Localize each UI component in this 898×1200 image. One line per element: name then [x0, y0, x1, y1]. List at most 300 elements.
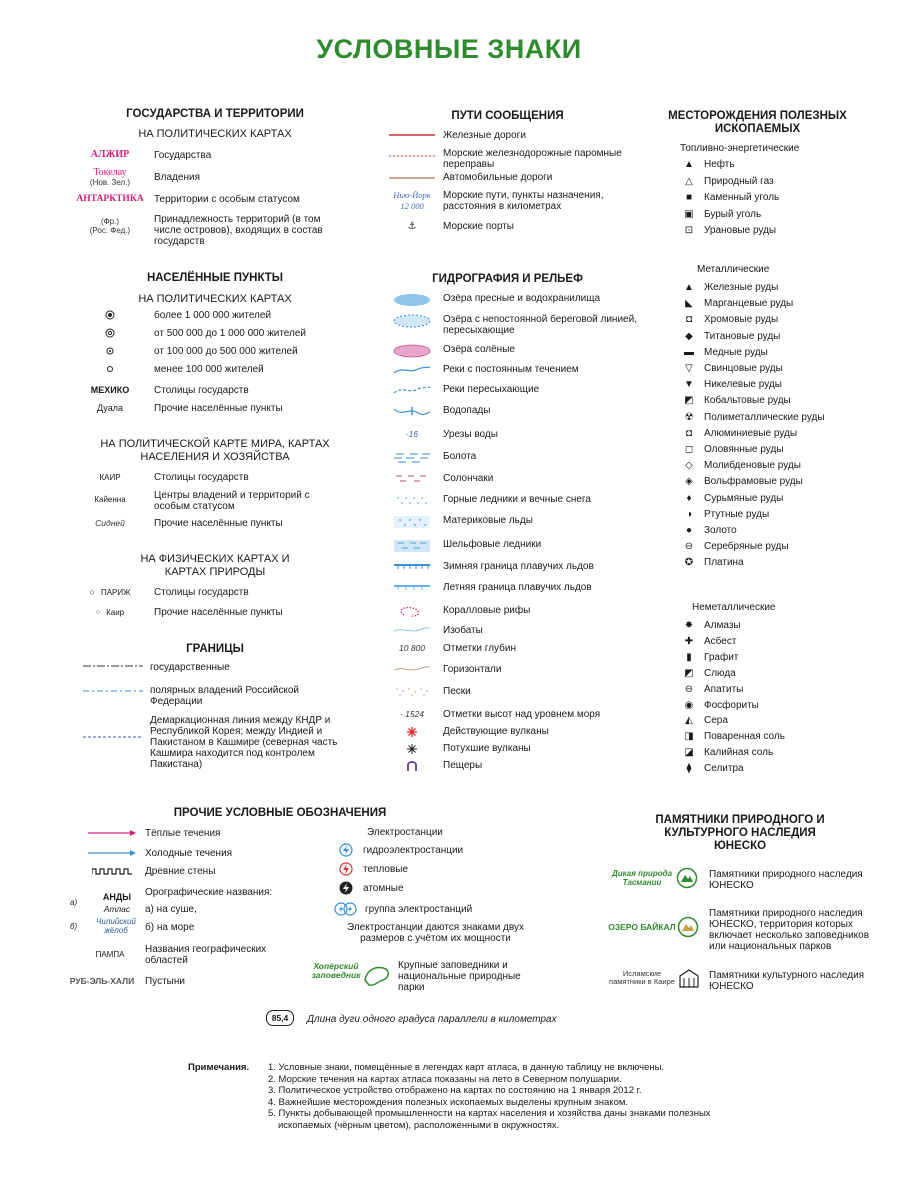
legend-row: [385, 760, 645, 772]
sulfur-icon: ◭: [685, 715, 693, 727]
legend-label: Свинцовые руды: [704, 363, 783, 374]
coal-icon: ■: [685, 192, 693, 203]
legend-label: более 1 000 000 жителей: [154, 310, 272, 321]
continental-ice-icon: [392, 515, 432, 529]
graphite-icon: ▮: [686, 651, 692, 663]
legend-row: [678, 176, 878, 187]
legend-row: [385, 664, 645, 675]
gold-icon: ●: [685, 525, 693, 536]
legend-row: [678, 636, 878, 647]
section-heading-borders: ГРАНИЦЫ: [186, 643, 244, 655]
legend-row: [678, 557, 878, 568]
legend-label: Зимняя граница плавучих льдов: [443, 561, 594, 572]
winter-ice-border-icon: [392, 561, 432, 571]
legend-row: [385, 405, 645, 419]
legend-row: [333, 902, 533, 916]
river-permanent-icon: [392, 364, 432, 376]
legend-symbol: -16: [405, 429, 419, 439]
silver-icon: ⊖: [684, 541, 694, 553]
legend-symbol: 10 800: [399, 643, 425, 653]
notes-list: [268, 1062, 728, 1131]
legend-label: Реки с постоянным течением: [443, 364, 579, 375]
freshwater-lake-icon: [392, 293, 432, 307]
legend-row: [678, 541, 878, 552]
note-item: 2. Морские течения на картах атласа показаны на лето в Северном полушарии.: [268, 1073, 622, 1085]
city-500k-icon: [105, 328, 115, 338]
legend-row: [385, 130, 640, 141]
legend-label: Каменный уголь: [704, 192, 780, 203]
legend-label: Поваренная соль: [704, 731, 785, 743]
legend-label: Демаркационная линия между КНДР и Республикой Корея; между Индией и Пакистаном в Кашмире (северная часть Кашмира находится под контролем Пакистана): [150, 715, 338, 770]
legend-label: Оловянные руды: [704, 444, 784, 455]
pampa-symbol: ПАМПА: [95, 950, 125, 959]
legend-row: [678, 314, 878, 325]
legend-label: Урановые руды: [704, 225, 777, 236]
legend-label: Кобальтовые руды: [704, 395, 791, 407]
legend-row: [678, 731, 878, 742]
legend-label: Вольфрамовые руды: [704, 476, 803, 488]
legend-label: Прочие населённые пункты: [154, 607, 283, 618]
page-title: УСЛОВНЫЕ ЗНАКИ: [316, 34, 582, 64]
legend-label: б) на море: [145, 922, 195, 933]
legend-label: Пещеры: [443, 760, 483, 771]
uranium-icon: ⊡: [684, 225, 694, 236]
legend-label: Озёра с непостоянной береговой линией, пересыхающие: [443, 314, 637, 336]
legend-row: [678, 652, 878, 663]
legend-row: [678, 684, 878, 695]
cobalt-icon: ◩: [684, 395, 694, 407]
legend-label: Столицы государств: [154, 472, 249, 483]
legend-row: [385, 726, 645, 738]
legend-row: [385, 429, 645, 440]
mountain-glacier-icon: [392, 494, 432, 508]
legend-row: [385, 473, 645, 485]
legend-label: Памятники культурного наследия ЮНЕСКО: [709, 970, 865, 992]
legend-row: [678, 428, 878, 439]
legend-label: Титановые руды: [704, 330, 781, 342]
legend-row: [678, 298, 878, 309]
natural-gas-icon: △: [685, 175, 693, 187]
legend-label: менее 100 000 жителей: [154, 364, 264, 375]
legend-row: [678, 460, 878, 471]
legend-label: Памятники природного наследия ЮНЕСКО, территория которых включает несколько заповедников или национальных парков: [709, 908, 870, 952]
section-heading-routes: ПУТИ СООБЩЕНИЯ: [451, 110, 564, 122]
legend-row: [333, 862, 533, 876]
legend-label: Серебряные руды: [704, 541, 789, 553]
titanium-icon: ◆: [685, 330, 693, 342]
legend-row: [80, 662, 350, 673]
legend-label: Принадлежность территорий (в том числе островов), входящих в состав государств: [154, 214, 323, 247]
subheading-world: НА ПОЛИТИЧЕСКОЙ КАРТЕ МИРА, КАРТАХ НАСЕЛЕНИЯ И ХОЗЯЙСТВА: [100, 438, 330, 463]
unesco-park-icon: [677, 916, 699, 938]
legend-symbol: МЕХИКО: [90, 385, 130, 395]
legend-row: [385, 344, 645, 358]
legend-label: от 500 000 до 1 000 000 жителей: [154, 328, 307, 339]
oro-letter-a: а): [70, 898, 78, 907]
reserve-name: Хопёрский заповедник: [311, 961, 361, 980]
tin-icon: ◻: [684, 444, 694, 455]
section-heading-hydro: ГИДРОГРАФИЯ И РЕЛЬЕФ: [432, 273, 583, 285]
legend-label: Хромовые руды: [704, 314, 779, 326]
mica-icon: ◩: [684, 667, 694, 679]
legend-row: [70, 364, 350, 375]
power-group-icon: [334, 902, 358, 916]
apatite-icon: ⊖: [684, 683, 694, 695]
legend-symbol: ПАРИЖ: [100, 588, 131, 597]
legend-label: Древние стены: [145, 866, 216, 877]
legend-row: [678, 525, 878, 536]
legend-label: Нефть: [704, 159, 735, 170]
legend-row: ○ Каир Прочие населённые пункты: [70, 607, 350, 618]
legend-row: [385, 709, 645, 720]
unesco-cultural-name: Исламские памятники в Каире: [609, 968, 675, 986]
legend-row: [385, 643, 645, 654]
legend-label: Пустыни: [145, 976, 185, 987]
polymetallic-icon: ☢: [684, 411, 694, 423]
legend-symbol: Кайенна: [94, 495, 126, 504]
legend-label: Озёра солёные: [443, 344, 515, 355]
anchor-icon: ⚓: [407, 221, 417, 232]
contour-line-icon: [392, 664, 432, 674]
intermittent-lake-icon: [392, 314, 432, 328]
legend-label: Владения: [154, 172, 200, 183]
legend-row: [70, 472, 350, 483]
legend-label: государственные: [150, 662, 230, 673]
legend-row: [70, 518, 350, 529]
legend-row: [385, 515, 645, 529]
legend-symbol-sub: (Нов. Зел.): [89, 178, 131, 187]
legend-row: [385, 743, 645, 755]
legend-row: [678, 225, 878, 236]
legend-row: [678, 509, 878, 520]
legend-row: [678, 209, 878, 220]
subheading-political: НА ПОЛИТИЧЕСКИХ КАРТАХ: [138, 128, 292, 140]
legend-row: [385, 190, 640, 212]
ferry-line-icon: [389, 154, 435, 158]
legend-row: [678, 347, 878, 358]
legend-label: Летняя граница плавучих льдов: [443, 582, 592, 593]
legend-label: Никелевые руды: [704, 379, 782, 391]
oro-letter-b: б): [70, 922, 78, 931]
thermal-power-icon: [339, 862, 353, 876]
legend-label: Ртутные руды: [704, 508, 770, 520]
legend-label: Селитра: [704, 763, 744, 775]
legend-row: [80, 715, 345, 770]
legend-row: [678, 668, 878, 679]
desert-symbol: РУБ-ЭЛЬ-ХАЛИ: [69, 976, 135, 986]
diamond-icon: ✸: [684, 620, 694, 631]
legend-row: [80, 685, 340, 707]
legend-label: Солончаки: [443, 473, 494, 484]
legend-row: [678, 282, 878, 293]
legend-symbol: АНТАРКТИКА: [76, 194, 144, 204]
warm-current-arrow-icon: [88, 829, 136, 837]
note-item: 5. Пункты добывающей промышленности на картах населения и хозяйства даны знаками полезных ископаемых (чёрным цветом), расположенными в окружностях.: [268, 1108, 711, 1131]
city-100k-icon: [105, 346, 115, 356]
state-border-line-icon: [83, 662, 143, 670]
coral-reef-icon: [392, 605, 432, 619]
legend-row: [385, 364, 645, 376]
railway-line-icon: [389, 133, 435, 137]
legend-label: Платина: [704, 557, 744, 569]
legend-row: [70, 150, 350, 161]
legend-label: Бурый уголь: [704, 208, 762, 220]
legend-label: Отметки глубин: [443, 643, 516, 654]
cave-icon: [406, 760, 418, 772]
legend-row: [678, 395, 878, 406]
legend-label: Морские железнодорожные паромные переправы: [443, 148, 622, 170]
legend-row: [385, 539, 645, 553]
manganese-icon: ◣: [685, 298, 693, 310]
salt-lake-icon: [392, 344, 432, 358]
legend-row: [385, 625, 645, 636]
note-item: 1. Условные знаки, помещённые в легендах карт атласа, в данную таблицу не включены.: [268, 1062, 665, 1073]
legend-row: [385, 686, 645, 698]
legend-symbol-sub: 12 000: [400, 201, 424, 211]
cold-current-arrow-icon: [88, 849, 136, 857]
legend-label: Природный газ: [704, 175, 774, 187]
polar-border-line-icon: [83, 687, 143, 695]
legend-row: [70, 328, 350, 339]
summer-ice-border-icon: [392, 582, 432, 592]
legend-label: Материковые льды: [443, 515, 533, 526]
active-volcano-icon: [406, 726, 418, 738]
unesco-natural-name: Дикая природа Тасмании: [611, 869, 673, 887]
legend-row: [333, 843, 533, 857]
iron-ore-icon: ▲: [684, 282, 694, 293]
legend-label: Полиметаллические руды: [704, 411, 825, 423]
legend-label: Алмазы: [704, 620, 741, 631]
legend-row: [678, 412, 878, 423]
legend-label: Длина дуги одного градуса параллели в километрах: [307, 1014, 557, 1025]
city-1m-icon: [105, 310, 115, 320]
legend-label: Тёплые течения: [145, 828, 221, 839]
city-small-icon: [105, 364, 115, 374]
legend-row: [70, 403, 350, 414]
legend-row: [678, 159, 878, 170]
hydro-power-icon: [339, 843, 353, 857]
legend-label: Центры владений и территорий с особым статусом: [154, 490, 310, 512]
legend-label: Орографические названия:: [145, 887, 273, 898]
section-heading-unesco: ПАМЯТНИКИ ПРИРОДНОГО И КУЛЬТУРНОГО НАСЛЕДИЯ ЮНЕСКО: [655, 814, 825, 852]
legend-label: Автомобильные дороги: [443, 172, 553, 183]
subheading-fuel: Топливно-энергетические: [680, 143, 800, 154]
subheading-political: НА ПОЛИТИЧЕСКИХ КАРТАХ: [138, 293, 292, 305]
potassium-salt-icon: ◪: [684, 747, 694, 759]
legend-row: [678, 715, 878, 726]
legend-row: [385, 172, 640, 183]
legend-label: от 100 000 до 500 000 жителей: [154, 346, 298, 357]
legend-row: [678, 331, 878, 342]
legend-label: Алюминиевые руды: [704, 427, 798, 439]
river-intermittent-icon: [392, 384, 432, 396]
waterfall-icon: [392, 405, 432, 419]
legend-label: Апатиты: [704, 683, 744, 695]
notes-heading: Примечания.: [188, 1062, 250, 1073]
subheading-physical: НА ФИЗИЧЕСКИХ КАРТАХ И КАРТАХ ПРИРОДЫ: [140, 553, 290, 578]
legend-label: Горизонтали: [443, 664, 502, 675]
platinum-icon: ✪: [684, 557, 694, 569]
legend-row: [678, 363, 878, 374]
section-heading-deposits: МЕСТОРОЖДЕНИЯ ПОЛЕЗНЫХ ИСКОПАЕМЫХ: [668, 110, 847, 135]
legend-label: Прочие населённые пункты: [154, 403, 283, 414]
section-heading-states: ГОСУДАРСТВА И ТЕРРИТОРИИ: [126, 108, 304, 120]
legend-label: полярных владений Российской Федерации: [150, 685, 300, 707]
oro-land-symbol-sub: Атлас: [103, 904, 131, 914]
legend-row: [385, 221, 640, 232]
legend-label: Асбест: [704, 635, 737, 647]
note-item: 3. Политическое устройство отображено на картах по состоянию на 1 января 2012 г.: [268, 1085, 642, 1096]
legend-label: Водопады: [443, 405, 491, 416]
legend-symbol: Токелау: [93, 167, 127, 178]
legend-row: [678, 620, 878, 631]
legend-label: Изобаты: [443, 625, 483, 636]
legend-row: [678, 379, 878, 390]
legend-label: Прочие населённые пункты: [154, 518, 283, 529]
legend-row: [385, 582, 645, 593]
legend-label: Болота: [443, 451, 477, 462]
ice-shelf-icon: [392, 539, 432, 553]
legend-label: Слюда: [704, 667, 736, 679]
legend-symbol: Каир: [106, 608, 125, 617]
legend-row: [385, 561, 645, 572]
legend-label: Шельфовые ледники: [443, 539, 542, 550]
legend-row: [678, 747, 878, 758]
legend-label: Сера: [704, 715, 728, 727]
nuclear-power-icon: [339, 881, 353, 895]
legend-label: Медные руды: [704, 346, 768, 358]
unesco-cultural-icon: [678, 967, 700, 989]
copper-icon: ▬: [684, 346, 694, 358]
legend-label: Графит: [704, 651, 739, 663]
legend-row: [385, 494, 645, 508]
legend-row: [678, 700, 878, 711]
reserve-symbol: [305, 960, 395, 990]
legend-label: Названия географических областей: [145, 944, 267, 966]
legend-label: Территории с особым статусом: [154, 194, 300, 205]
legend-symbol: КАИР: [99, 473, 121, 482]
mercury-icon: ◑: [685, 508, 693, 520]
legend-symbol: Сидней: [95, 518, 125, 528]
road-line-icon: [389, 176, 435, 180]
ancient-wall-icon: [92, 867, 132, 875]
aluminium-icon: ◘: [685, 427, 693, 439]
legend-row: [385, 384, 645, 396]
brown-coal-icon: ▣: [684, 208, 694, 220]
legend-symbol-sub: (Рос. Фед.): [89, 226, 131, 235]
legend-row: [385, 293, 645, 307]
nickel-icon: ▼: [684, 379, 694, 391]
legend-label: Морские пути, пункты назначения, расстояния в километрах: [443, 190, 604, 212]
legend-row: [385, 148, 640, 170]
legend-row: [85, 828, 325, 839]
oro-land-symbol: АНДЫ: [102, 892, 132, 902]
legend-label: Железные дороги: [443, 130, 526, 141]
legend-row: [70, 168, 350, 187]
legend-row: [70, 490, 320, 512]
legend-label: Столицы государств: [154, 587, 249, 598]
legend-row: [385, 314, 645, 336]
legend-label: Памятники природного наследия ЮНЕСКО: [709, 869, 863, 891]
asbestos-icon: ✚: [684, 635, 694, 647]
legend-row: [603, 967, 888, 992]
legend-row: [385, 605, 645, 619]
swamp-icon: [392, 451, 432, 463]
legend-row: [70, 310, 350, 321]
legend-label: Потухшие вулканы: [443, 743, 531, 754]
demarcation-line-icon: [83, 733, 143, 741]
legend-label: атомные: [363, 883, 404, 894]
legend-label: Отметки высот над уровнем моря: [443, 709, 601, 720]
legend-label: Столицы государств: [154, 385, 249, 396]
subheading-nonmetal: Неметаллические: [692, 602, 776, 613]
legend-label: а) на суше,: [145, 904, 197, 915]
power-note: Электростанции даются знаками двух размеров с учётом их мощности: [346, 922, 524, 944]
legend-label: Калийная соль: [704, 747, 774, 759]
legend-label: Урезы воды: [443, 429, 498, 440]
arc-length-symbol: 85,4: [266, 1010, 294, 1026]
section-heading-other: ПРОЧИЕ УСЛОВНЫЕ ОБОЗНАЧЕНИЯ: [173, 807, 387, 819]
subheading-metal: Металлические: [697, 264, 770, 275]
legend-label: Марганцевые руды: [704, 298, 794, 310]
legend-label: Пески: [443, 686, 471, 697]
legend-label: Молибденовые руды: [704, 460, 801, 472]
legend-label: тепловые: [363, 864, 409, 875]
legend-row: [85, 866, 325, 877]
legend-row: [678, 476, 878, 487]
legend-symbol: (Фр.): [100, 217, 120, 226]
legend-symbol: Дуала: [97, 403, 123, 413]
legend-row: [70, 194, 350, 205]
legend-label: Железные руды: [704, 282, 779, 293]
subheading-power: Электростанции: [367, 827, 443, 838]
rock-salt-icon: ◨: [684, 731, 694, 743]
legend-row: [70, 346, 350, 357]
legend-label: Горные ледники и вечные снега: [443, 494, 591, 505]
legend-label: Морские порты: [443, 221, 514, 232]
legend-label: Холодные течения: [145, 848, 233, 859]
section-heading-settlements: НАСЕЛЁННЫЕ ПУНКТЫ: [146, 272, 284, 284]
legend-label: Фосфориты: [704, 699, 759, 711]
legend-row: [678, 192, 878, 203]
lead-icon: ▽: [685, 363, 693, 374]
legend-symbol: · 1524: [399, 709, 425, 719]
nitrate-icon: ⧫: [686, 763, 692, 775]
legend-row: [678, 763, 878, 774]
legend-row: [385, 451, 645, 463]
extinct-volcano-icon: [406, 743, 418, 755]
legend-symbol: АЛЖИР: [90, 149, 130, 160]
legend-row: [678, 493, 878, 504]
phosphorite-icon: ◉: [684, 699, 694, 711]
legend-row: [70, 385, 350, 396]
legend-label: Государства: [154, 150, 212, 161]
legend-label: Озёра пресные и водохранилища: [443, 293, 601, 304]
note-item: 4. Важнейшие месторождения полезных ископаемых выделены крупным знаком.: [268, 1096, 629, 1108]
legend-row: [333, 881, 533, 895]
legend-label: группа электростанций: [365, 904, 473, 915]
legend-symbol: Нью-Йорк: [393, 190, 431, 200]
molybdenum-icon: ◇: [685, 460, 693, 472]
sand-icon: [392, 686, 432, 698]
legend-label: Золото: [704, 525, 737, 536]
legend-label: Крупные заповедники и национальные природные парки: [398, 960, 521, 993]
oil-icon: ▲: [684, 159, 694, 170]
legend-row: ○ ПАРИЖ Столицы государств: [70, 587, 350, 598]
legend-row: [85, 848, 325, 859]
legend-row: [678, 444, 878, 455]
legend-row: [603, 908, 888, 952]
